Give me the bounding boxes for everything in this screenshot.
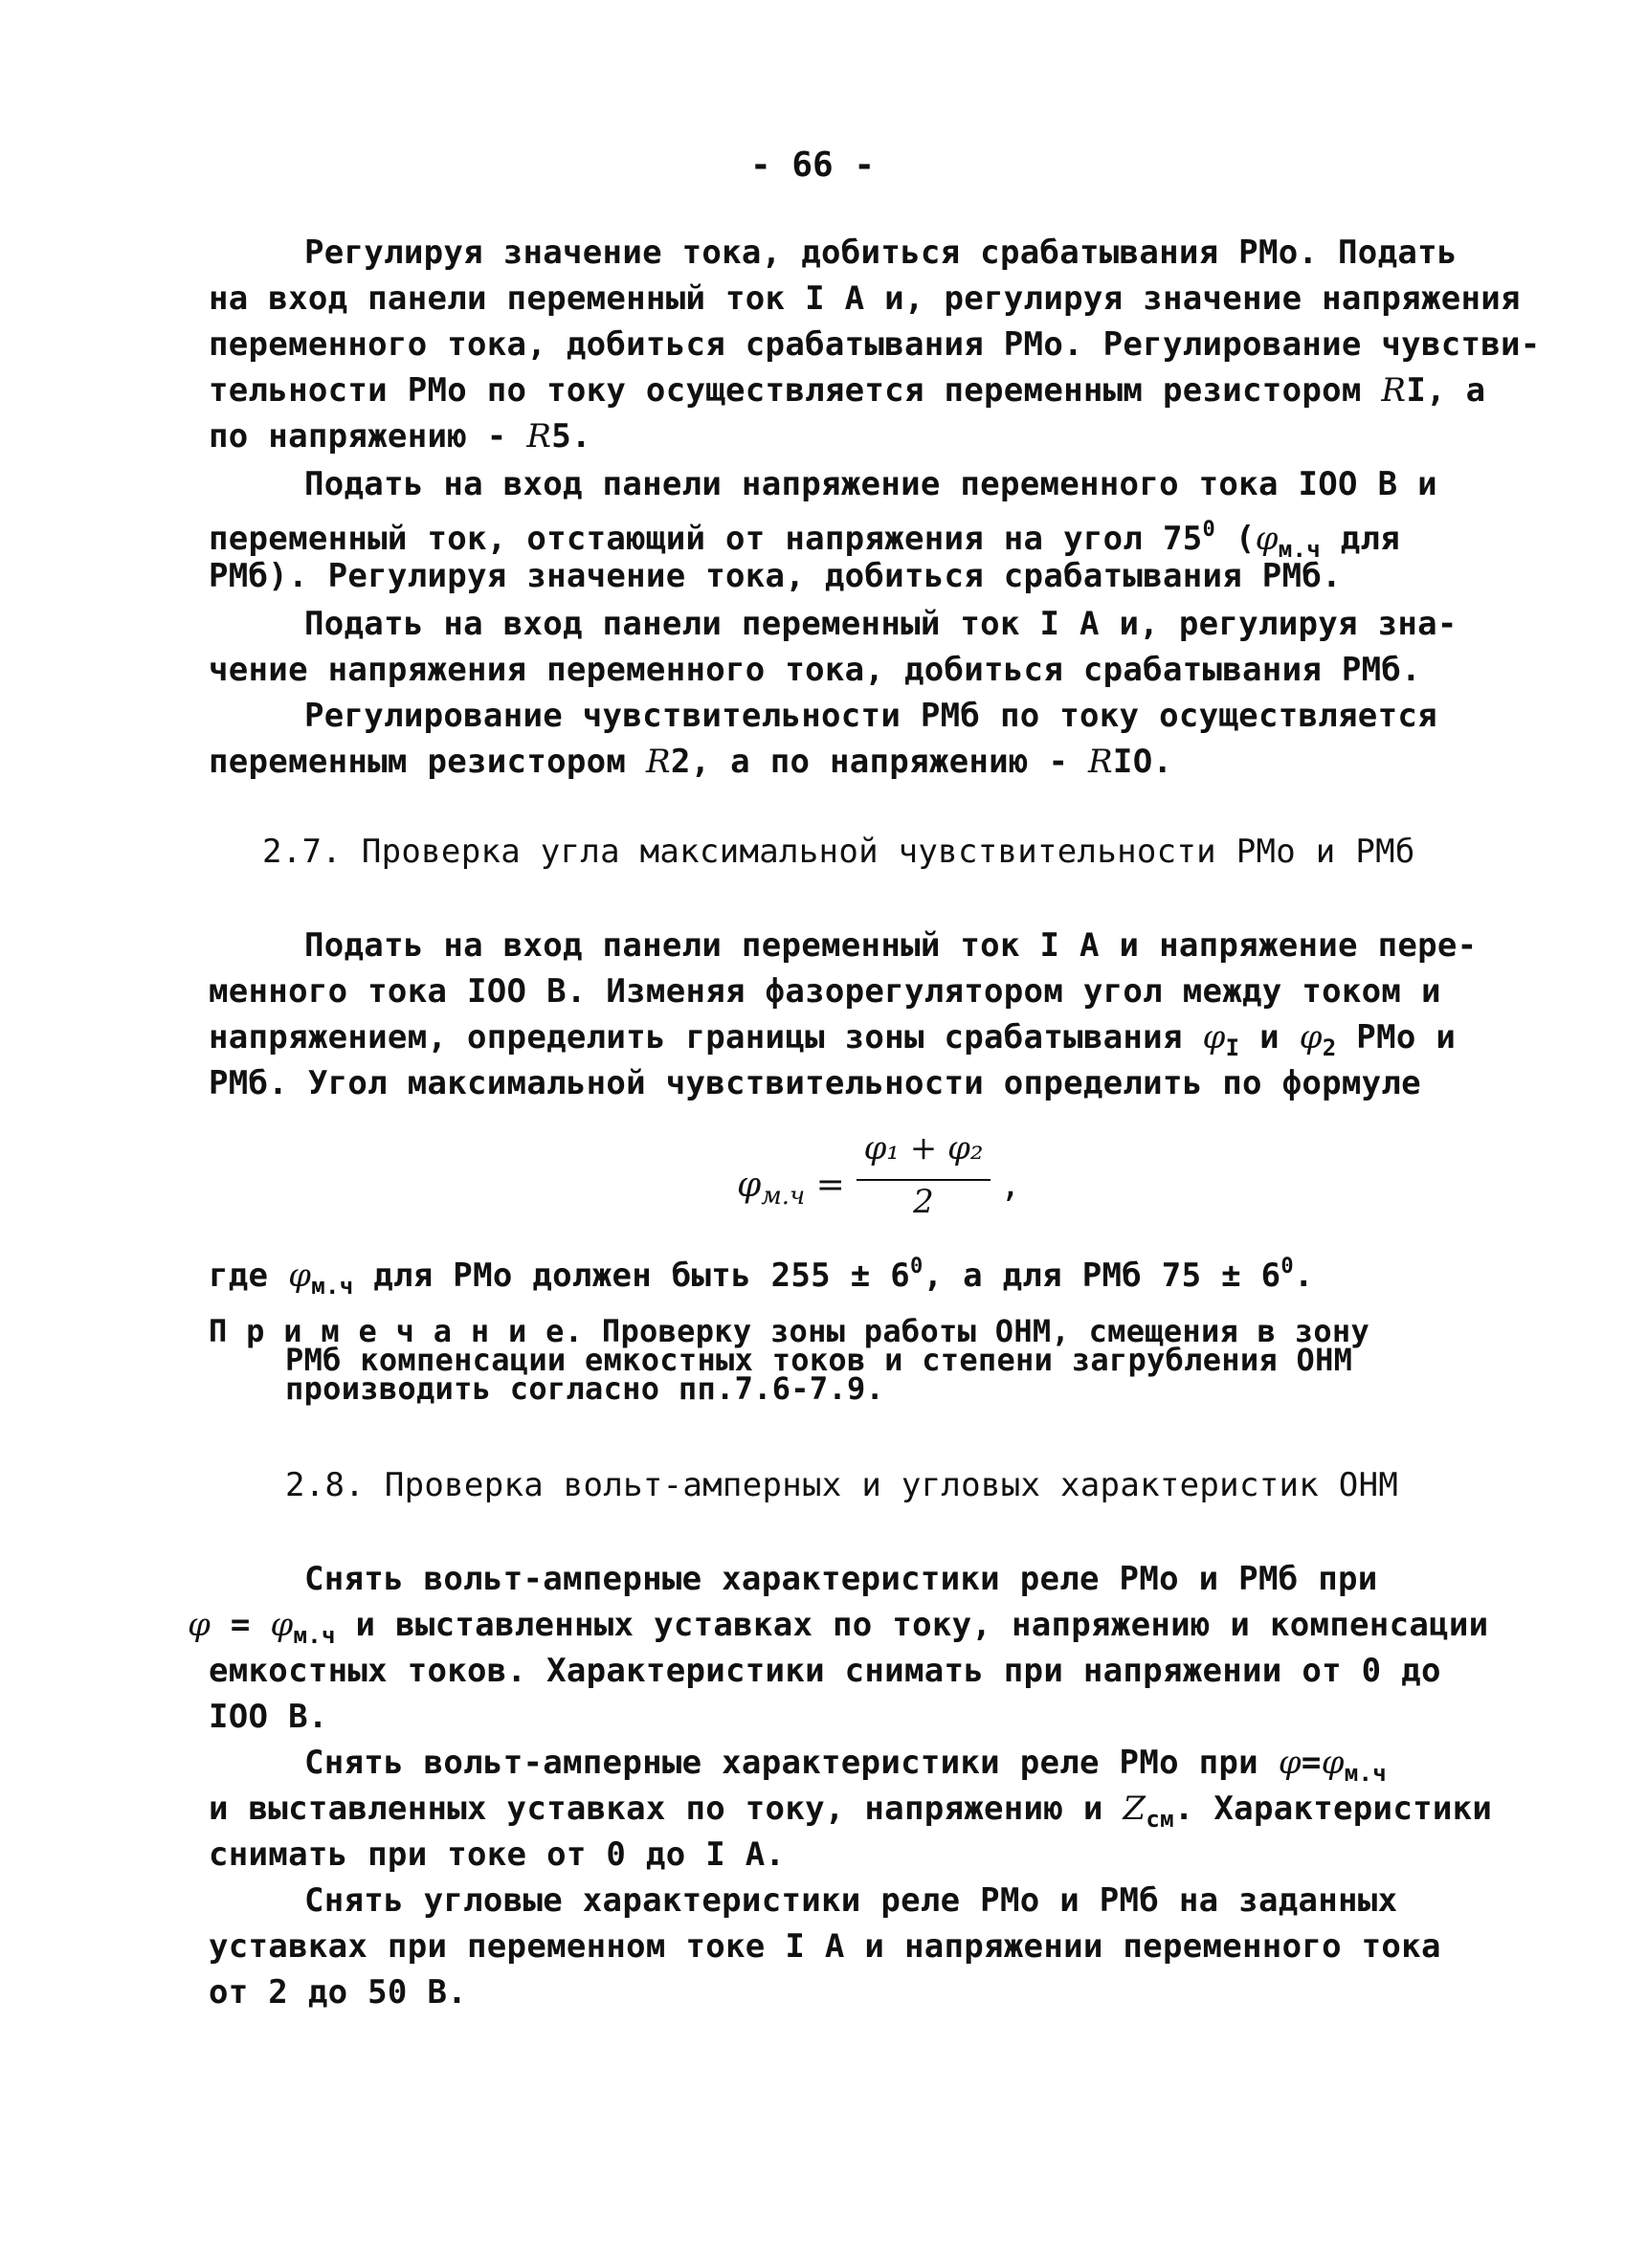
paragraph-line: снимать при токе от 0 до I А. [209,1835,786,1874]
text-run: 2, а по напряжению - [670,743,1089,781]
note-line: производить согласно пп.7.6-7.9. [285,1370,885,1407]
paragraph-line: IOO В. [209,1698,328,1736]
formula-denominator: 2 [913,1183,934,1221]
page-number: - 66 - [750,145,876,185]
text-run: переменный ток, отстающий от напряжения на угол 75 [209,520,1203,558]
paragraph-line: Снять вольт-амперные характеристики реле РМо и РМб при [304,1560,1378,1598]
text-run: и выставленных уставках по току, напряжению и [209,1790,1124,1828]
subscript: 2 [1322,1034,1337,1061]
resistor-symbol: R [1381,371,1407,410]
phi-symbol: φ [1278,1744,1302,1782]
note-line: РМб компенсации емкостных токов и степени загрубления ОНМ [285,1342,1353,1378]
subscript: м.ч [293,1622,336,1649]
text-run: . [1293,1256,1314,1295]
paragraph-line [209,739,1172,785]
paragraph-line [209,1244,1314,1309]
paragraph-line [209,367,1485,413]
formula-phi-mch [737,1129,1043,1234]
degree-superscript: 0 [1202,518,1216,542]
paragraph-line: уставках при переменном токе I А и напряжении переменного тока [209,1927,1441,1966]
text-run: IO. [1112,743,1173,781]
paragraph-line: от 2 до 50 В. [209,1973,468,2012]
text-run: для [1320,520,1401,558]
text-run: Снять вольт-амперные характеристики реле РМо при [304,1744,1279,1782]
section-heading-2-8: 2.8. Проверка вольт-амперных и угловых характеристик ОНМ [285,1466,1399,1504]
equals-sign: = [1301,1744,1322,1782]
paragraph-line: Подать на вход панели переменный ток I А и напряжение пере- [304,926,1478,965]
text-run: где [209,1256,289,1295]
text-run: РМо и [1336,1018,1457,1056]
paragraph-line: Регулирование чувствительности РМб по току осуществляется [304,697,1437,735]
phi-symbol: φ [270,1606,294,1644]
subscript: м.ч [1278,536,1321,563]
phi-symbol: φ [1255,520,1279,558]
formula-comma: , [1000,1166,1021,1205]
degree-superscript: 0 [1280,1255,1294,1279]
fraction-bar [857,1179,991,1181]
paragraph-line: чение напряжения переменного тока, добиться срабатывания РМб. [209,651,1421,689]
note-line: П р и м е ч а н и е. Проверку зоны работы ОНМ, смещения в зону [209,1313,1370,1349]
subscript: м.ч [1344,1760,1387,1787]
text-run: I, а [1406,371,1486,410]
impedance-symbol: Z [1123,1790,1146,1828]
formula-lhs [737,1166,845,1211]
subscript: I [1225,1034,1240,1061]
paragraph-line: РМб. Угол максимальной чувствительности определить по формуле [209,1064,1421,1102]
text-run: 5. [551,417,591,456]
subscript: м.ч [761,1182,806,1211]
section-heading-2-7: 2.7. Проверка угла максимальной чувствительности РМо и РМб [262,833,1415,871]
paragraph-line: Подать на вход панели напряжение переменного тока IOO В и [304,465,1437,503]
phi-symbol: φ [288,1256,312,1295]
text-run: и [1239,1018,1300,1056]
phi-symbol: φ [1321,1744,1345,1782]
text-run: для РМо должен быть 255 ± 6 [353,1256,911,1295]
text-run: тельности РМо по току осуществляется переменным резистором [209,371,1382,410]
phi-symbol: φ [1299,1018,1323,1056]
text-run: переменным резистором [209,743,646,781]
paragraph-line [209,413,591,459]
subscript: см [1146,1806,1174,1833]
paragraph-line: Снять угловые характеристики реле РМо и РМб на заданных [304,1881,1398,1920]
phi-symbol: φ [1202,1018,1226,1056]
resistor-symbol: R [526,417,552,456]
formula-numerator: φ₁ + φ₂ [863,1129,984,1167]
equals-sign: = [211,1606,271,1644]
paragraph-line: емкостных токов. Характеристики снимать при напряжении от 0 до [209,1652,1441,1690]
text-run: по напряжению - [209,417,527,456]
degree-superscript: 0 [910,1255,924,1279]
paragraph-line: РМб). Регулируя значение тока, добиться срабатывания РМб. [209,557,1342,595]
resistor-symbol: R [1088,743,1113,781]
text-run: и выставленных уставках по току, напряжению и компенсации [335,1606,1489,1644]
resistor-symbol: R [645,743,671,781]
paragraph-line: Регулируя значение тока, добиться срабатывания РМо. Подать [304,233,1458,272]
text-run: . Характеристики [1173,1790,1493,1828]
paragraph-line: Подать на вход панели переменный ток I А и, регулируя зна- [304,605,1458,643]
equals-sign: = [805,1166,845,1205]
phi-symbol: φ [188,1606,211,1644]
paragraph-line: менного тока IOO В. Изменяя фазорегулятором угол между током и [209,972,1441,1011]
subscript: м.ч [311,1273,354,1300]
text-run: напряжением, определить границы зоны срабатывания [209,1018,1203,1056]
phi-symbol: φ [737,1166,762,1205]
paragraph-line: переменного тока, добиться срабатывания РМо. Регулирование чувстви- [209,325,1541,364]
text-run: ( [1215,520,1256,558]
text-run: , а для РМб 75 ± 6 [923,1256,1281,1295]
paragraph-line: на вход панели переменный ток I А и, регулируя значение напряжения [209,279,1521,318]
